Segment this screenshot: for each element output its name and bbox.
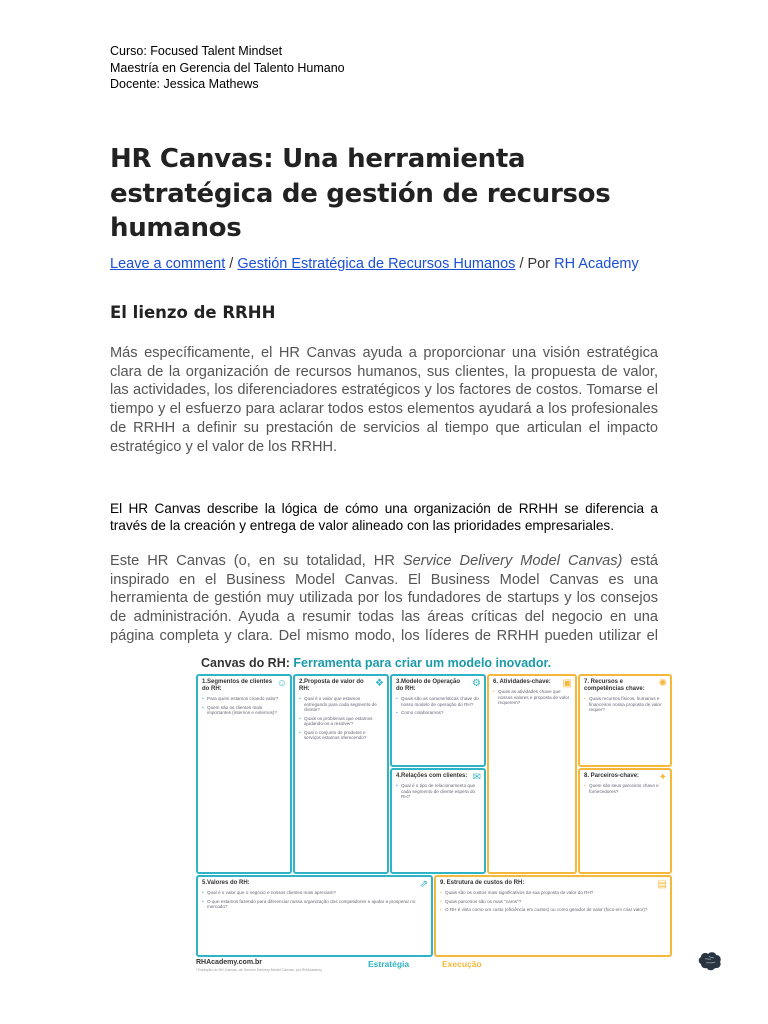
box-icon: ▣ (562, 678, 572, 689)
handshake-icon: ✦ (658, 772, 667, 783)
cell-key-resources (578, 674, 672, 767)
list-item: • Quais são as características chave do nosso modelo de operação do RH? (396, 696, 480, 707)
people-icon: ☺ (276, 678, 287, 689)
list-item: • O que estamos fazendo para diferenciar nossa organização dos competidores e ajudar a prosperar no mercado? (202, 899, 427, 910)
paragraph-inspiration (110, 552, 658, 647)
cell-title: 7. Recursos e competências chave: (584, 679, 645, 692)
paragraph-inspiration-a: Este HR Canvas (o, en su totalidad, HR (110, 553, 403, 569)
strategy-label: Estratégia (368, 959, 410, 969)
list-item: • O RH é visto como um custo (eficiência em custos) ou como gerador de valor (foco em criar valor)? (440, 907, 666, 913)
article-title: HR Canvas: Una herramienta estratégica de gestión de recursos humanos (110, 144, 611, 243)
list-item: • Para quem estamos criando valor? (202, 696, 286, 702)
list-item: • Qual o conjunto de produtos e serviços estamos oferecendo? (299, 730, 383, 741)
canvas-grid (196, 674, 672, 957)
lightbulb-icon: ✺ (658, 678, 667, 689)
canvas-title (201, 656, 551, 670)
category-link[interactable]: Gestión Estratégica de Recursos Humanos (237, 256, 516, 272)
section-heading: El lienzo de RRHH (110, 303, 276, 322)
list-item: • Quem são seus parceiros chave e fornecedores? (584, 783, 666, 794)
paragraph-intro: Más específicamente, el HR Canvas ayuda a proporcionar una visión estratégica clara de la organización de recursos humanos, sus clientes, la propuesta de valor, las actividades, los diferenciadores estratégicos y los factores de costos. Tomarse el tiempo y el esfuerzo para aclarar todos estos elementos ayudará a los profesionales de RRHH a definir su prestación de servicios al tiempo que articulan el impacto estratégico y el valor de los RRHH. (110, 345, 658, 455)
cell-key-partners (578, 768, 672, 874)
cell-title: 4.Relações com clientes: (396, 773, 468, 779)
canvas-title-b: Ferramenta para criar um modelo inovador. (289, 656, 552, 670)
cell-cost-structure (434, 875, 672, 957)
list-item: • Quais recursos físicos, humanos e financeiros nossa proposta de valor requer? (584, 696, 666, 713)
cell-client-segments (196, 674, 292, 874)
leave-comment-link[interactable]: Leave a comment (110, 256, 226, 272)
meta-by: / Por (515, 256, 555, 272)
list-item: • Como colaboramos? (396, 710, 480, 716)
cell-operating-model (390, 674, 486, 767)
site-credit: *Tradução do RH Canvas, de Service Delivery Model Canvas, por RHAcademy (196, 968, 323, 972)
site-label: RHAcademy.com.br (196, 959, 263, 966)
author-link[interactable]: RH Academy (554, 256, 639, 272)
cell-title: 3.Modelo de Operação do RH: (396, 679, 461, 692)
chat-icon: ✉ (472, 772, 481, 783)
list-item: • Quais os problemas que estamos ajudando-os a resolver? (299, 716, 383, 727)
gears-icon: ⚙ (472, 678, 481, 689)
cell-title: 8. Parceiros-chave: (584, 773, 640, 779)
cell-hr-values (196, 875, 433, 957)
article-meta (110, 255, 650, 273)
cell-title: 6. Atividades-chave: (493, 679, 551, 685)
program-line: Maestría en Gerencia del Talento Humano (110, 60, 345, 75)
canvas-title-a: Canvas do RH: (201, 656, 290, 670)
growth-icon: ⇗ (419, 879, 428, 890)
list-item: • Quais são os custos mais significativos da sua proposta de valor do RH? (440, 890, 666, 896)
paragraph-logic: El HR Canvas describe la lógica de cómo una organización de RRHH se diferencia a través de la creación y entrega de valor alineado con las prioridades empresariales. (110, 501, 658, 533)
cell-title: 9. Estrutura de custos do RH: (440, 880, 525, 886)
list-item: • Qual é o tipo de relacionamento que cada segmento de cliente espera do RH? (396, 783, 480, 800)
execution-label: Execução (442, 959, 482, 969)
cell-key-activities (487, 674, 577, 874)
list-item: • Quem são os clientes mais importantes (internos e externos)? (202, 705, 286, 716)
teacher-line: Docente: Jessica Mathews (110, 77, 259, 91)
canvas-footer (196, 959, 672, 975)
paragraph-inspiration-b: está inspirado en el Business Model Canvas. El Business Model Canvas es una herramienta de gestión muy utilizada por los fundadores de startups y los consejos de administración. Ayuda a resumir todas las áreas críticas del negocio en una página completa y clara. Del mismo modo, los líderes de RRHH pueden utilizar el (110, 553, 658, 644)
list-item: • Quais as atividades chave que nossos valores e proposta de valor requerem? (493, 689, 571, 706)
list-item: • Qual é o valor que estamos entregando para cada segmento de cliente? (299, 696, 383, 713)
money-icon: ▤ (657, 879, 667, 890)
cell-title: 1.Segmentos de clientes do RH: (202, 679, 273, 692)
meta-separator: / (225, 256, 238, 272)
cell-client-relations (390, 768, 486, 874)
cell-value-proposition (293, 674, 389, 874)
paragraph-inspiration-em: Service Delivery Model Canvas) (402, 553, 623, 569)
hr-canvas-figure (193, 652, 678, 974)
list-item: • Quais parceiros são os mais "caros"? (440, 899, 666, 905)
cell-title: 5.Valores do RH: (202, 880, 250, 886)
document-header (110, 43, 345, 93)
gift-icon: ❖ (375, 678, 384, 689)
brain-logo-icon (697, 950, 723, 972)
course-line: Curso: Focused Talent Mindset (110, 44, 283, 58)
list-item: • Qual é o valor que o negócio e nossos clientes mais apreciam? (202, 890, 427, 896)
cell-title: 2.Proposta de valor do RH: (299, 679, 364, 692)
